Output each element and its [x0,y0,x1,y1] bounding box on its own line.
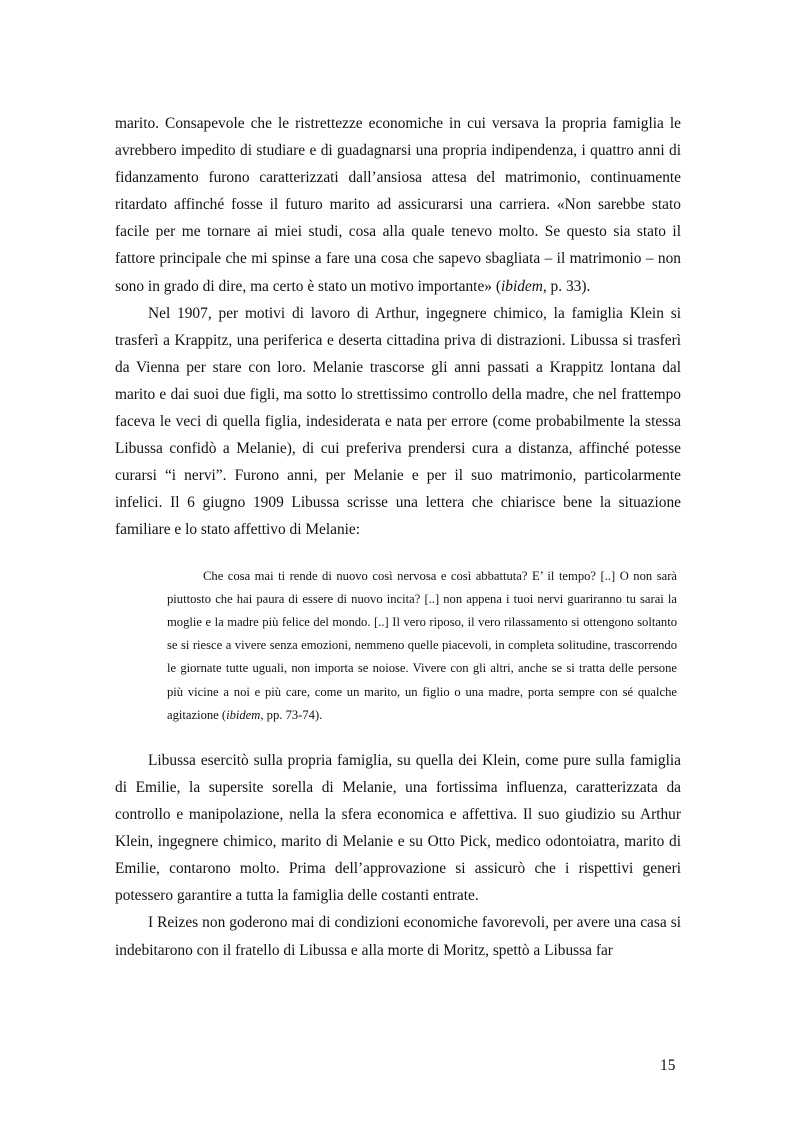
block-quote-end: , pp. 73-74). [260,707,323,722]
block-quote [167,565,677,727]
paragraph-1-text-end: , p. 33). [542,277,591,295]
page-body [115,110,681,964]
citation-ibidem: ibidem [500,277,543,295]
paragraph-1 [115,110,681,300]
paragraph-1-text: marito. Consapevole che le ristrettezze economiche in cui versava la propria famiglia le avrebbero impedito di studiare e di guadagnarsi una propria indipendenza, i quattro anni di fidanzamento furono caratterizzati dall’ansiosa attesa del matrimonio, continuamente ritardato affinché fosse il futuro marito ad assicurarsi una carriera. «Non sarebbe stato facile per me tornare ai miei studi, cosa alla quale tenevo molto. Se questo sia stato il fattore principale che mi spinse a fare una cosa che sapevo sbagliata – il matrimonio – non sono in grado di dire, ma certo è stato un motivo importante» ( [115,115,681,295]
block-quote-text [167,565,677,727]
paragraph-3: Libussa esercitò sulla propria famiglia, su quella dei Klein, come pure sulla famiglia di Emilie, la supersite sorella di Melanie, una fortissima influenza, caratterizzata da controllo e manipolazione, nella la sfera economica e affettiva. Il suo giudizio su Arthur Klein, ingegnere chimico, marito di Melanie e su Otto Pick, medico odontoiatra, marito di Emilie, contarono molto. Prima dell’approvazione si assicurò che i rispettivi generi potessero garantire a tutta la famiglia delle costanti entrate. [115,751,681,905]
paragraph-2: Nel 1907, per motivi di lavoro di Arthur, ingegnere chimico, la famiglia Klein si trasferì a Krappitz, una periferica e deserta cittadina priva di distrazioni. Libussa si trasferì da Vienna per stare con loro. Melanie trascorse gli anni passati a Krappitz lontana dal marito e dai suoi due figli, ma sotto lo strettissimo controllo della madre, che nel frattempo faceva le veci di quella figlia, indesiderata e nata per errore (come probabilmente la stessa Libussa confidò a Melanie), di cui preferiva prendersi cura a distanza, affinché potesse curarsi “i nervi”. Furono anni, per Melanie e per il suo matrimonio, particolarmente infelici. Il 6 giugno 1909 Libussa scrisse una lettera che chiarisce bene la situazione familiare e lo stato affettivo di Melanie: [115,304,681,539]
page-number: 15 [660,1057,676,1074]
block-quote-body: Che cosa mai ti rende di nuovo così nervosa e così abbattuta? E’ il tempo? [..] O non sarà piuttosto che hai paura di essere di nuovo incita? [..] non appena i tuoi nervi guariranno tu sarai la moglie e la madre più felice del mondo. [..] Il vero riposo, il vero rilassamento si ottengono soltanto se si riesce a vivere senza emozioni, nemmeno quelle piacevoli, in completa solitudine, trascorrendo le giornate tutte uguali, non importa se noiose. Vivere con gli altri, anche se si tratta delle persone più vicine a noi e più care, come un marito, un figlio o una madre, porta sempre con sé qualche agitazione ( [167,568,677,722]
paragraph-4: I Reizes non goderono mai di condizioni economiche favorevoli, per avere una casa si indebitarono con il fratello di Libussa e alla morte di Moritz, spettò a Libussa far [115,914,681,959]
quote-citation-ibidem: ibidem [226,707,261,722]
